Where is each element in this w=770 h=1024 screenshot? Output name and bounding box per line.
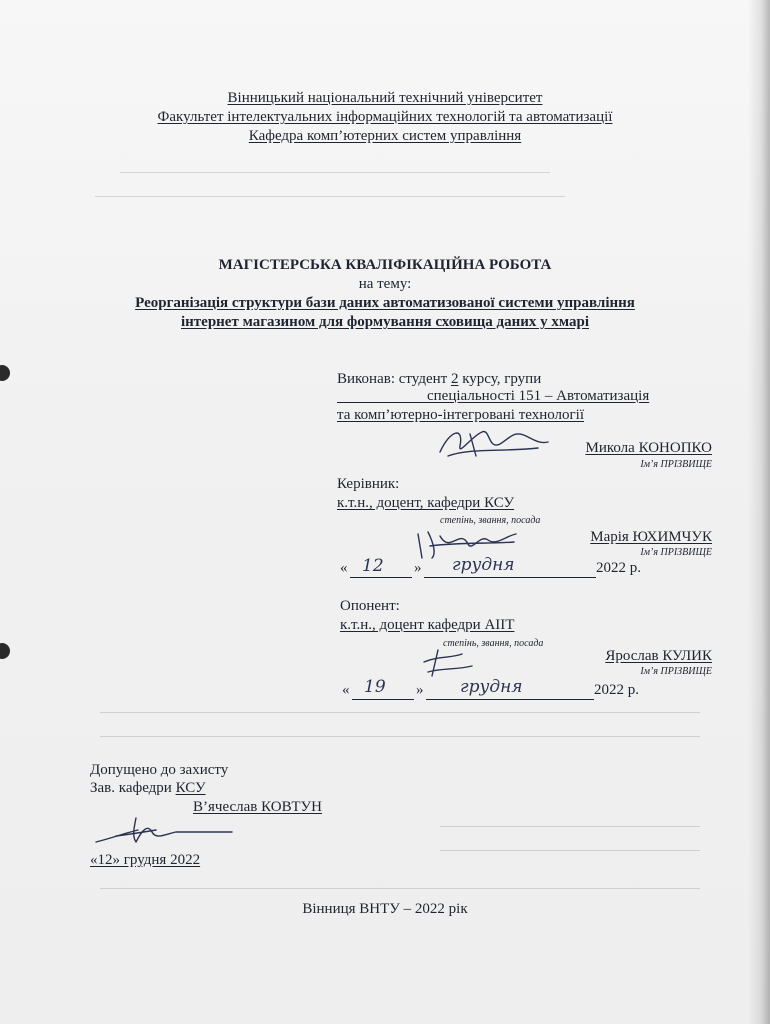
supervisor-name-caption: Ім’я ПРІЗВИЩЕ <box>640 547 712 558</box>
bleed-through-line <box>100 736 700 737</box>
topic-line-2: інтернет магазином для формування сховища даних у хмарі <box>180 314 590 330</box>
opponent-date-year: 2022 р. <box>594 682 639 698</box>
city-year: Вінниця ВНТУ – 2022 рік <box>302 901 468 917</box>
supervisor-date-month: грудня <box>452 555 515 575</box>
opponent-position: к.т.н., доцент кафедри АІІТ <box>340 617 515 633</box>
supervisor-date-day: 12 <box>362 556 384 576</box>
supervisor-position: к.т.н., доцент, кафедри КСУ <box>337 495 515 511</box>
author-name-caption: Ім’я ПРІЗВИЩЕ <box>640 459 712 470</box>
topic-line-1: Реорганізація структури бази даних автоматизованої системи управління <box>135 295 635 311</box>
performed-prefix: Виконав: студент <box>337 371 448 387</box>
bleed-through-line <box>440 826 700 827</box>
punch-hole-bottom <box>0 643 10 659</box>
opponent-date <box>342 677 662 706</box>
specialty-line-2: та комп’ютерно-інтегровані технології <box>337 407 585 423</box>
supervisor-date-year: 2022 р. <box>596 560 641 576</box>
work-type: МАГІСТЕРСЬКА КВАЛІФІКАЦІЙНА РОБОТА <box>218 257 552 273</box>
date-month-underline <box>424 577 596 578</box>
department-name: Кафедра комп’ютерних систем управління <box>248 128 522 144</box>
bleed-through-line <box>440 850 700 851</box>
admitted-label: Допущено до захисту <box>90 762 229 778</box>
head-of-dept-line <box>90 780 206 797</box>
bleed-through-line <box>100 888 700 889</box>
head-name: В’ячеслав КОВТУН <box>193 799 322 815</box>
specialty-line-1: спеціальності 151 – Автоматизація <box>427 388 650 404</box>
faculty-name: Факультет інтелектуальних інформаційних технологій та автоматизації <box>157 109 613 125</box>
performed-suffix: курсу, групи <box>462 371 542 387</box>
supervisor-date <box>340 555 660 584</box>
on-topic-label: на тему: <box>358 276 412 292</box>
head-prefix: Зав. кафедри <box>90 780 172 796</box>
opponent-name-caption: Ім’я ПРІЗВИЩЕ <box>640 666 712 677</box>
course-number: 2 <box>450 371 459 387</box>
author-name: Микола КОНОПКО <box>585 440 712 456</box>
group-blank <box>337 402 427 403</box>
head-signature <box>92 812 232 853</box>
opponent-date-month: грудня <box>460 677 523 697</box>
date-month-underline <box>426 699 594 700</box>
university-name: Вінницький національний технічний університет <box>227 90 543 106</box>
performed-by-line <box>337 371 541 388</box>
opponent-position-caption: степінь, звання, посада <box>443 638 544 649</box>
author-signature <box>430 422 550 469</box>
head-dept: КСУ <box>175 780 206 796</box>
date-day-underline <box>350 577 412 578</box>
supervisor-date-close: » <box>414 560 422 576</box>
opponent-date-close: » <box>416 682 424 698</box>
supervisor-label: Керівник: <box>337 476 400 492</box>
admission-date <box>90 852 200 869</box>
admission-date-text: «12» грудня 2022 <box>90 852 201 868</box>
supervisor-date-open: « <box>340 560 348 576</box>
date-day-underline <box>352 699 414 700</box>
scan-shadow-edge <box>748 0 770 1024</box>
supervisor-position-caption: степінь, звання, посада <box>440 515 541 526</box>
opponent-label: Опонент: <box>340 598 400 614</box>
opponent-date-day: 19 <box>364 677 386 697</box>
punch-hole-top <box>0 365 10 381</box>
bleed-through-line <box>95 196 565 197</box>
opponent-date-open: « <box>342 682 350 698</box>
opponent-name: Ярослав КУЛИК <box>605 648 712 664</box>
supervisor-name: Марія ЮХИМЧУК <box>590 529 712 545</box>
bleed-through-line <box>120 172 550 173</box>
bleed-through-line <box>100 712 700 713</box>
